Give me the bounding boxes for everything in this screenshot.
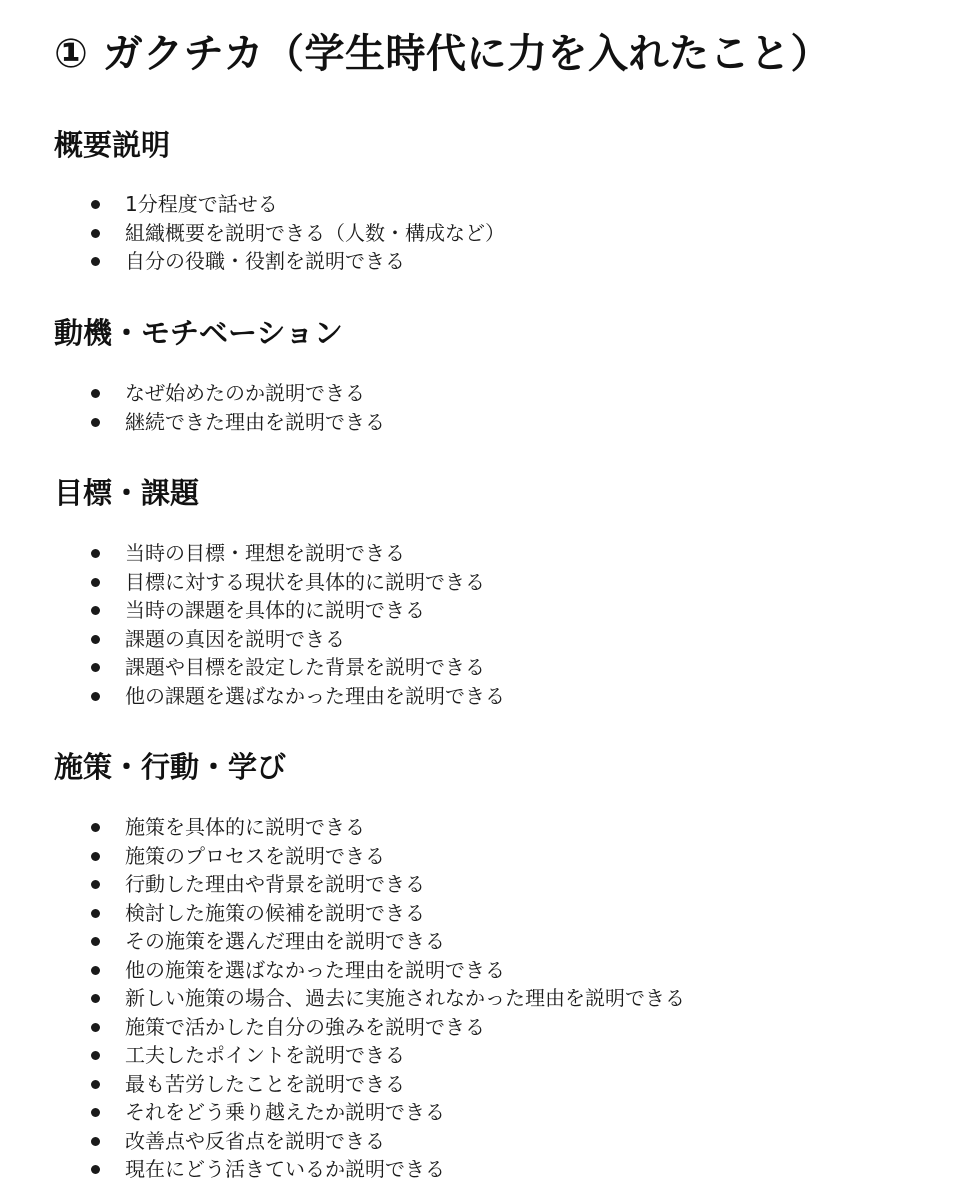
- bullet-icon: [91, 994, 100, 1003]
- bullet-icon: [91, 880, 100, 889]
- bullet-icon: [91, 1108, 100, 1117]
- bullet-icon: [91, 635, 100, 644]
- bullet-icon: [91, 389, 100, 398]
- section-heading-goals-issues: 目標・課題: [54, 476, 200, 510]
- bullet-icon: [91, 909, 100, 918]
- bullet-icon: [91, 1137, 100, 1146]
- bullet-icon: [91, 1023, 100, 1032]
- bullet-icon: [91, 692, 100, 701]
- section-heading-actions-learnings: 施策・行動・学び: [54, 750, 287, 784]
- bullet-icon: [91, 606, 100, 615]
- bullet-icon: [91, 852, 100, 861]
- bullet-icon: [91, 257, 100, 266]
- bullet-icon: [91, 200, 100, 209]
- bullet-icon: [91, 1051, 100, 1060]
- section-heading-motivation: 動機・モチベーション: [54, 316, 343, 350]
- bullet-icon: [91, 418, 100, 427]
- bullet-icon: [91, 823, 100, 832]
- document-title: ① ガクチカ（学生時代に力を入れたこと）: [54, 31, 831, 77]
- bullet-icon: [91, 937, 100, 946]
- bullet-icon: [91, 663, 100, 672]
- section-heading-overview: 概要説明: [54, 128, 171, 162]
- bullet-icon: [91, 229, 100, 238]
- bullet-icon: [91, 1165, 100, 1174]
- bullet-icon: [91, 966, 100, 975]
- document-page: ① ガクチカ（学生時代に力を入れたこと） 概要説明 1分程度で話せる 組織概要を説明できる（人数・構成など） 自分の役職・役割を説明できる 動機・モチベーション なぜ始めたのか説明できる 継続できた理由を説明できる 目標・課題 当時の目標・理想を説明できる 目標に対する現状を具体的に説明できる 当時の課題を具体的に説明できる 課題の真因を説明できる 課題や目標を設定した背景を説明できる 他の課題を選ばなかった理由を説明できる 施策・行動・学び 施策を具体的に説明できる 施策のプロセスを説明できる 行動した理由や背景を説明できる 検討した施策の候補を説明できる その施策を選んだ理由を説明できる 他の施策を選ばなかった理由を説明できる 新しい施策の場合、過去に実施されなかった理由を説明できる 施策で活かした自分の強みを説明できる 工夫したポイントを説明できる 最も苦労したことを説明できる それをどう乗り越えたか説明できる 改善点や反省点を説明できる 現在にどう活きているか説明できる: [0, 0, 965, 1199]
- bullet-icon: [91, 1080, 100, 1089]
- bullet-icon: [91, 578, 100, 587]
- bullet-icon: [91, 549, 100, 558]
